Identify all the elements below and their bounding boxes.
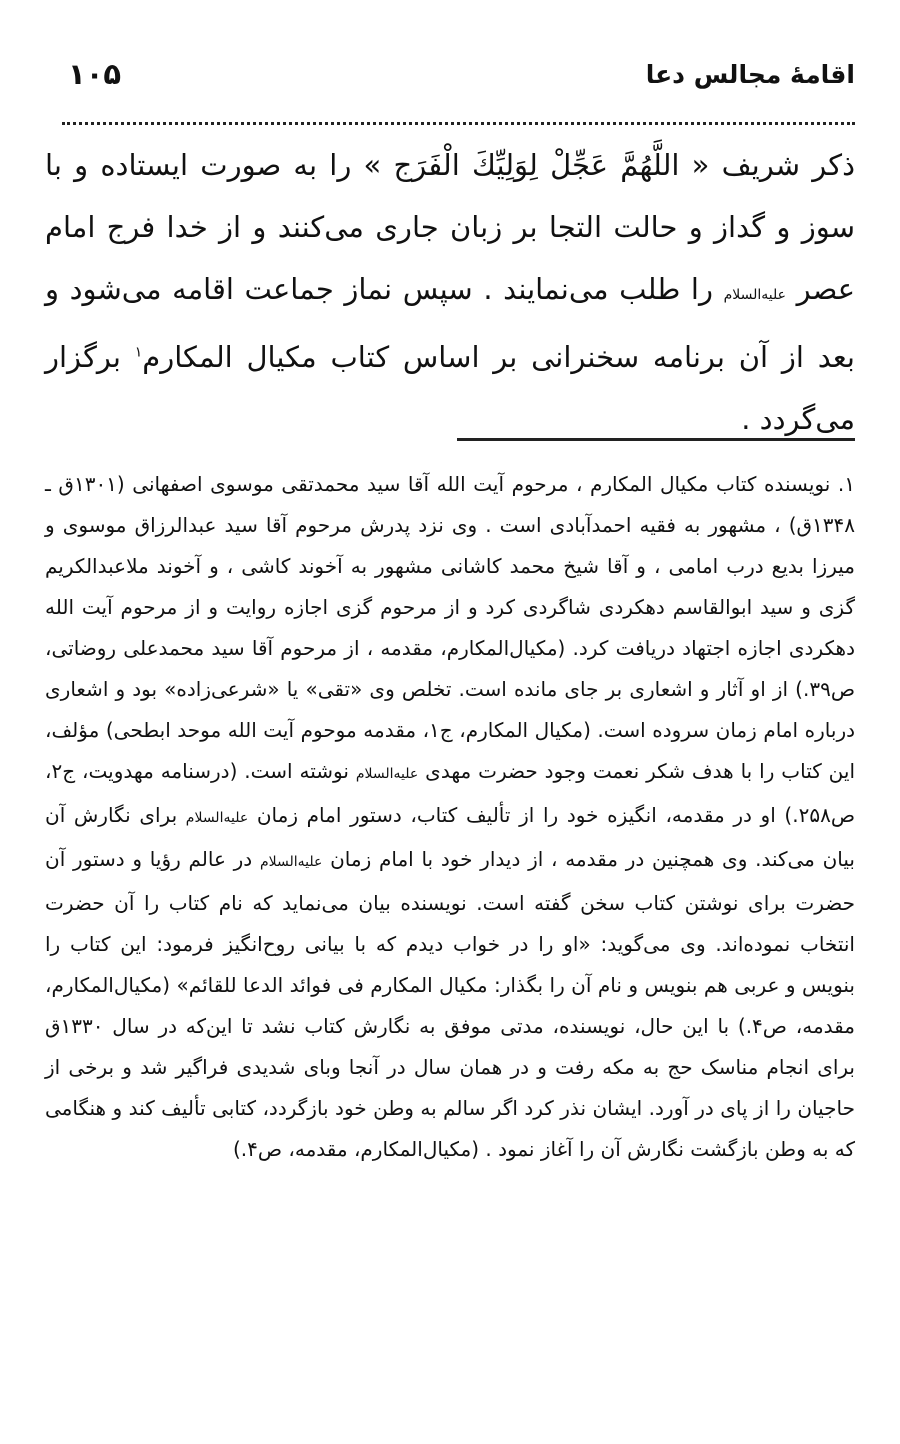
honorific-glyph: علیه‌السلام <box>355 766 419 782</box>
footnote-text-segment: در عالم رؤیا و دستور آن حضرت برای نوشتن کتاب سخن گفته است. نویسنده بیان می‌نماید که نام کتاب را آن حضرت انتخاب نموده‌اند. وی می‌گوید: «او را در خواب دیدم که با بیانی روح‌انگیز فرمود: این کتاب را بنویس و عربی هم بنویس و نام آن را بگذار: مکیال المکارم فی فوائد الدعا للقائم» (مکیال‌المکارم، مقدمه، ص۴.) با این حال، نویسنده، مدتی موفق به نگارش کتاب نشد تا این‌که در سال ۱۳۳۰ق برای انجام مناسک حج به مکه رفت و در همان سال در آنجا وبای شدیدی فراگیر شد و برخی از حاجیان را از پای در آورد. ایشان نذر کرد اگر سالم به وطن خود بازگردد، کتابی تألیف کند و هنگامی که به وطن بازگشت نگارش آن را آغاز نمود . (مکیال‌المکارم، مقدمه، ص۴.) <box>45 847 855 1161</box>
footnote-text-segment: ۱. نویسنده کتاب مکیال المکارم ، مرحوم آیت الله آقا سید محمدتقی موسوی اصفهانی (۱۳۰۱ق ـ ۱۳۴۸ق) ، مشهور به فقیه احمدآبادی است . وی نزد پدرش مرحوم آقا سید عبدالرزاق موسوی و میرزا بدیع درب امامی ، و آقا شیخ محمد کاشانی مشهور به آخوند کاشی ، و آخوند ملاعبدالکریم گزی و سید ابوالقاسم دهکردی شاگردی کرد و از مرحوم گزی اجازه روایت و از مرحوم آیت الله دهکردی اجازه اجتهاد دریافت کرد. (مکیال‌المکارم، مقدمه ، از مرحوم آقا سید محمدعلی روضاتی، ص۳۹.) از او آثار و اشعاری بر جای مانده است. تخلص وی «تقی» یا «شرعی‌زاده» بود و اشعاری درباره امام زمان سروده است. (مکیال المکارم، ج۱، مقدمه موحوم آیت الله موحد ابطحی) مؤلف، این کتاب را با هدف شکر نعمت وجود حضرت مهدی <box>45 472 856 783</box>
main-text-segment: ذکر شریف « اللَّهُمَّ عَجِّلْ لِوَلِيِّكَ الْفَرَج » را به صورت ایستاده و با سوز و گداز و حالت التجا بر زبان جاری می‌کنند و از خدا فرج امام عصر <box>45 148 856 306</box>
footnote-text-segment: برای نگارش آن بیان می‌کند. وی همچنین در مقدمه ، از دیدار خود با امام زمان <box>45 803 855 871</box>
footnote-divider <box>457 438 855 441</box>
honorific-glyph: علیه‌السلام <box>185 810 249 826</box>
main-text-segment: را طلب می‌نمایند . سپس نماز جماعت اقامه می‌شود و بعد از آن برنامه سخنرانی بر اساس کتاب مکیال المکارم <box>45 272 855 374</box>
header-dotted-divider <box>62 122 855 125</box>
footnote-text-segment: نوشته است. (درسنامه مهدویت، ج۲، ص۲۵۸.) او در مقدمه، انگیزه خود را از تألیف کتاب، دستور امام زمان <box>45 759 855 827</box>
honorific-glyph: علیه‌السلام <box>723 287 786 303</box>
main-text-segment: برگزار می‌گردد . <box>45 340 855 436</box>
main-paragraph <box>45 134 855 450</box>
page-number: ۱۰۵ <box>68 57 122 91</box>
footnote-paragraph <box>45 464 855 1170</box>
honorific-glyph: علیه‌السلام <box>259 854 323 870</box>
running-title: اقامهٔ مجالس دعا <box>645 59 855 89</box>
page-header <box>68 52 855 96</box>
footnote-marker: ۱ <box>134 344 143 361</box>
